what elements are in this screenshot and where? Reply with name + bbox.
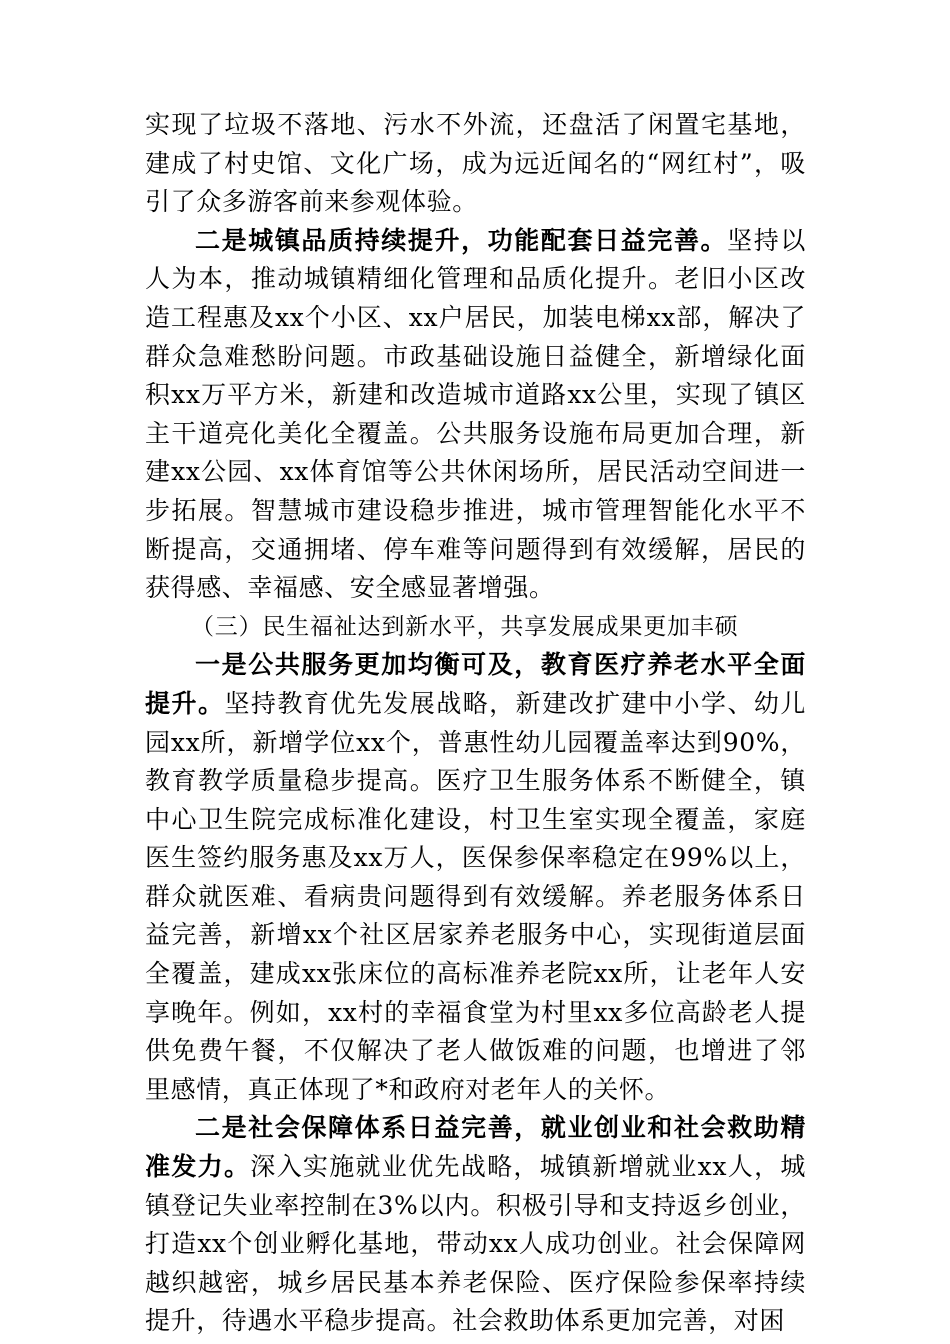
paragraph-text: 坚持教育优先发展战略，新建改扩建中小学、幼儿园xx所，新增学位xx个，普惠性幼儿园覆盖率达到90%，教育教学质量稳步提高。医疗卫生服务体系不断健全，镇中心卫生院完成标准化建设，村卫生室实现全覆盖，家庭医生签约服务惠及xx万人，医保参保率稳定在99%以上，群众就医难、看病贵问题得到有效缓解。养老服务体系日益完善，新增xx个社区居家养老服务中心，实现街道层面全覆盖，建成xx张床位的高标准养老院xx所，让老年人安享晚年。例如，xx村的幸福食堂为村里xx多位高龄老人提供免费午餐，不仅解决了老人做饭难的问题，也增进了邻里感情，真正体现了*和政府对老年人的关怀。	[145, 688, 807, 1104]
section-subheading: （三）民生福祉达到新水平，共享发展成果更加丰硕	[191, 613, 739, 640]
paragraph-text: 坚持以人为本，推动城镇精细化管理和品质化提升。老旧小区改造工程惠及xx个小区、xx户居民，加装电梯xx部，解决了群众急难愁盼问题。市政基础设施日益健全，新增绿化面积xx万平方米，新建和改造城市道路xx公里，实现了镇区主干道亮化美化全覆盖。公共服务设施布局更加合理，新建xx公园、xx体育馆等公共休闲场所，居民活动空间进一步拓展。智慧城市建设稳步推进，城市管理智能化水平不断提高，交通拥堵、停车难等问题得到有效缓解，居民的获得感、幸福感、安全感显著增强。	[145, 225, 806, 603]
paragraph-text: 实现了垃圾不落地、污水不外流，还盘活了闲置宅基地，建成了村史馆、文化广场，成为远近闻名的“网红村”，吸引了众多游客前来参观体验。	[145, 110, 806, 217]
paragraph-public-services	[145, 646, 806, 1109]
paragraph-lead: 二是社会保障体系日益完善，就业创业和社会救助精准发力。	[145, 1113, 806, 1182]
paragraph-lead: 一是公共服务更加均衡可及，教育医疗养老水平全面提升。	[145, 650, 806, 718]
paragraph-text: 深入实施就业优先战略，城镇新增就业xx人，城镇登记失业率控制在3%以内。积极引导和支持返乡创业，打造xx个创业孵化基地，带动xx人成功创业。社会保障网越织越密，城乡居民基本养老保险、医疗保险参保率持续提升，待遇水平稳步提高。社会救助体系更加完善，对困	[145, 1152, 806, 1336]
paragraph-continuation	[145, 106, 806, 222]
document-body	[145, 106, 806, 1341]
paragraph-lead: 二是城镇品质持续提升，功能配套日益完善。	[195, 225, 728, 255]
paragraph-social-security	[145, 1109, 806, 1341]
paragraph-urban-quality	[145, 222, 806, 608]
